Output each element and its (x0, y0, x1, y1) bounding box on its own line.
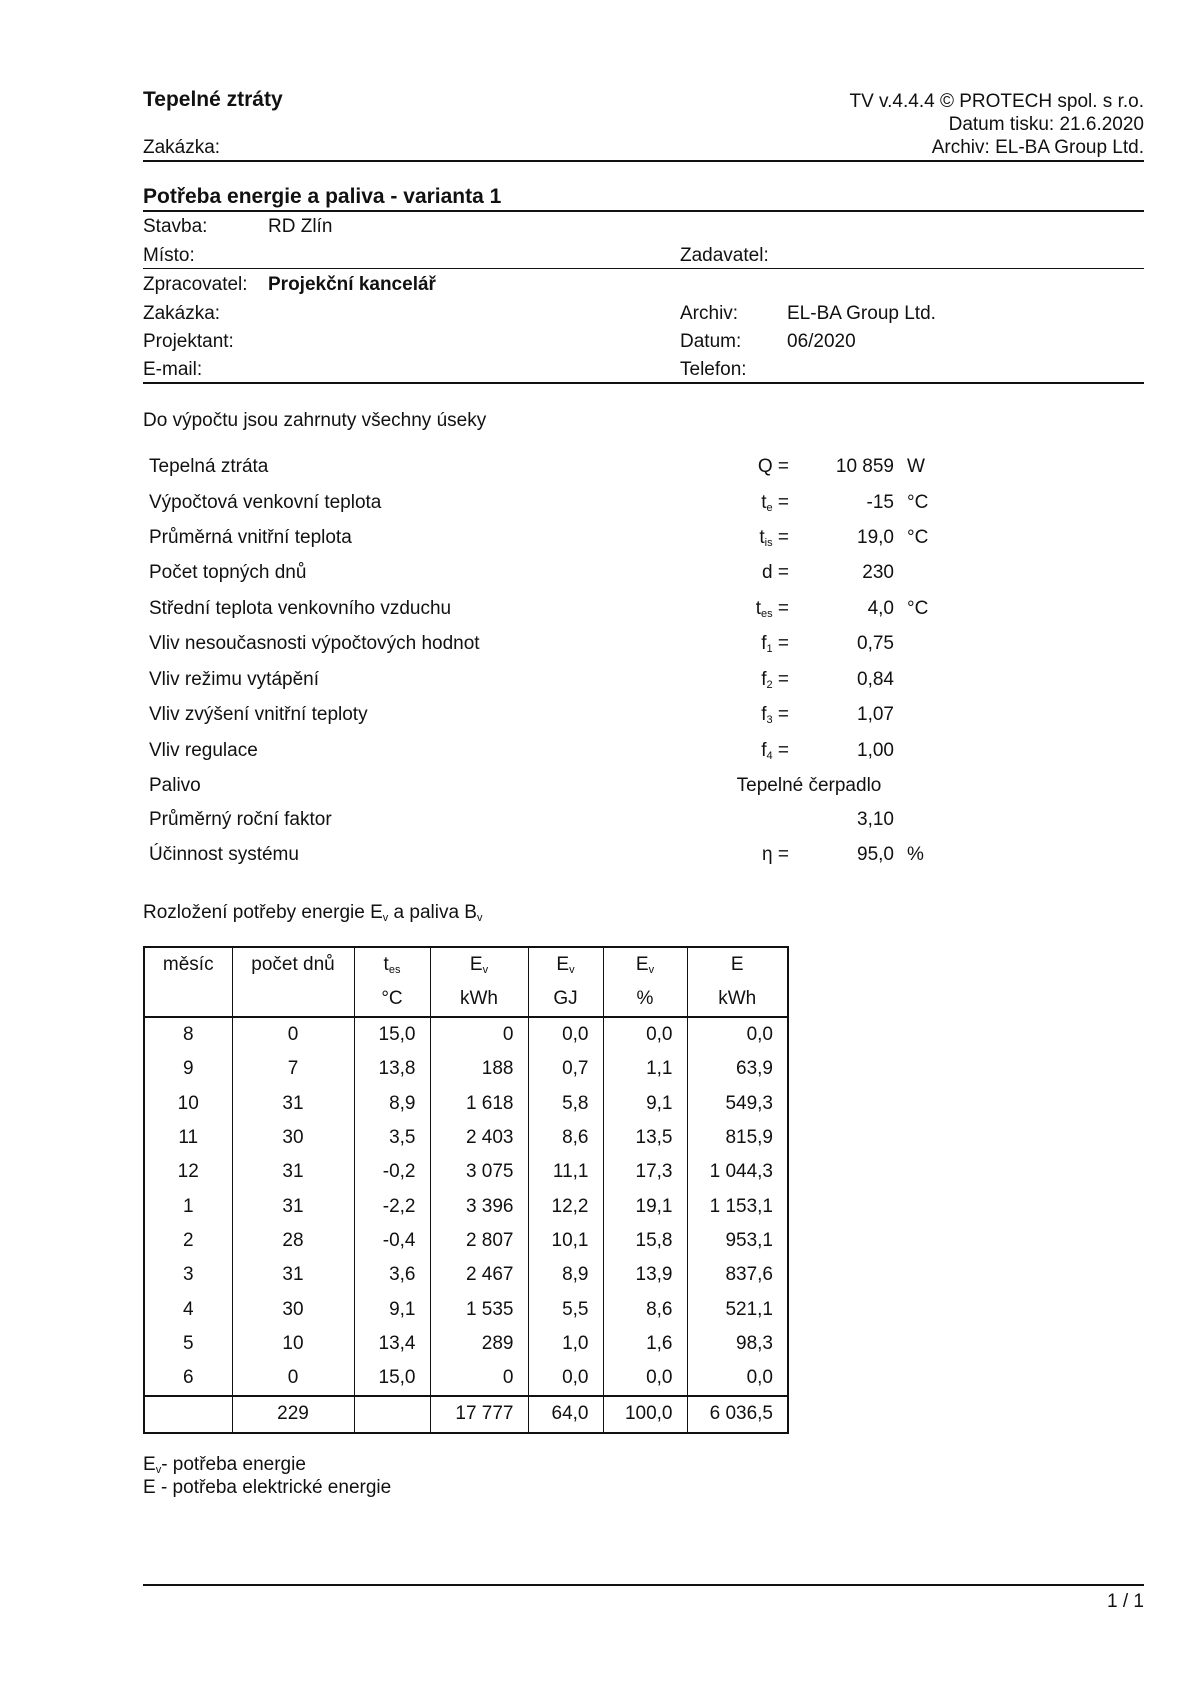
projektant-label: Projektant: (143, 331, 234, 352)
header-label: E (469, 954, 483, 975)
parameter-row (149, 669, 894, 699)
header-label: t (383, 954, 389, 975)
symbol-sub: 1 (766, 643, 773, 655)
symbol-main: η (762, 844, 773, 865)
column-unit (232, 982, 354, 1017)
equals-sign: = (777, 633, 789, 654)
print-date: Datum tisku: 21.6.2020 (948, 114, 1144, 135)
table-cell: 4 (144, 1292, 232, 1326)
table-cell: 188 (430, 1052, 528, 1086)
parameter-value: 10 859 (835, 456, 894, 477)
table-cell: 2 807 (430, 1224, 528, 1258)
table-cell: 63,9 (687, 1052, 788, 1086)
parameter-value: 0,75 (857, 633, 894, 654)
stavba-label: Stavba: (143, 216, 208, 237)
table-cell: 6 (144, 1361, 232, 1396)
header-sub: v (648, 964, 655, 976)
symbol-sub: is (764, 537, 773, 549)
parameter-label: Vliv regulace (149, 740, 258, 761)
table-cell: 0,0 (603, 1017, 687, 1052)
header-sub: v (482, 964, 489, 976)
table-cell: 15,8 (603, 1224, 687, 1258)
distribution-title-middle: a paliva B (388, 902, 477, 923)
column-header (144, 947, 232, 982)
symbol-main: Q (757, 456, 773, 477)
equals-sign: = (777, 740, 789, 761)
table-cell: 837,6 (687, 1258, 788, 1292)
table-cell: 19,1 (603, 1189, 687, 1223)
column-unit: kWh (430, 982, 528, 1017)
table-row (144, 1052, 788, 1086)
parameter-row (149, 844, 924, 874)
table-cell: 30 (232, 1121, 354, 1155)
legend-ev-sub: v (155, 1464, 162, 1476)
symbol-sub: 4 (766, 750, 773, 762)
legend-ev-text: - potřeba energie (161, 1454, 306, 1475)
header-label: E (730, 954, 744, 975)
table-row (144, 1327, 788, 1361)
table-cell: 0,0 (528, 1017, 603, 1052)
table-cell: -0,4 (354, 1224, 430, 1258)
table-cell: 8,6 (528, 1121, 603, 1155)
parameter-label: Účinnost systému (149, 844, 299, 865)
parameter-value: 19,0 (857, 527, 894, 548)
order-label: Zakázka: (143, 137, 221, 158)
parameter-row (149, 456, 925, 486)
parameter-value: 230 (862, 562, 894, 583)
equals-sign: = (777, 456, 789, 477)
legend-ev (143, 1454, 306, 1476)
symbol-main: f (761, 633, 767, 654)
parameter-row (149, 809, 894, 839)
telefon-label: Telefon: (680, 359, 747, 380)
table-cell: 2 403 (430, 1121, 528, 1155)
table-cell: 31 (232, 1087, 354, 1121)
info-bottom-divider (143, 382, 1144, 384)
section-divider (143, 210, 1144, 212)
table-cell: 13,5 (603, 1121, 687, 1155)
parameter-label: Střední teplota venkovního vzduchu (149, 598, 452, 619)
table-cell: 30 (232, 1292, 354, 1326)
archive-header: Archiv: EL-BA Group Ltd. (931, 137, 1144, 158)
table-cell: 5,5 (528, 1292, 603, 1326)
table-cell: 31 (232, 1189, 354, 1223)
table-cell: -2,2 (354, 1189, 430, 1223)
datum-label: Datum: (680, 331, 742, 352)
table-cell: 1 (144, 1189, 232, 1223)
symbol-main: t (761, 492, 767, 513)
table-cell: 11,1 (528, 1155, 603, 1189)
equals-sign: = (777, 669, 789, 690)
total-cell: 6 036,5 (687, 1396, 788, 1432)
header-divider (143, 160, 1144, 162)
document-title: Tepelné ztráty (143, 88, 283, 111)
parameter-label: Vliv zvýšení vnitřní teploty (149, 704, 368, 725)
parameter-label: Počet topných dnů (149, 562, 307, 583)
table-row (144, 1258, 788, 1292)
symbol-sub: es (760, 608, 773, 620)
parameter-label: Palivo (149, 775, 201, 796)
total-cell: 229 (232, 1396, 354, 1432)
table-cell: 15,0 (354, 1017, 430, 1052)
table-cell: 17,3 (603, 1155, 687, 1189)
equals-sign: = (777, 598, 789, 619)
column-header (528, 947, 603, 982)
table-cell: 7 (232, 1052, 354, 1086)
table-cell: 10 (144, 1087, 232, 1121)
symbol-main: f (761, 740, 767, 761)
table-cell: 9,1 (354, 1292, 430, 1326)
table-cell: 13,4 (354, 1327, 430, 1361)
distribution-title (143, 902, 483, 924)
symbol-sub: e (766, 502, 773, 514)
zakazka-label: Zakázka: (143, 303, 221, 324)
table-cell: 8,9 (528, 1258, 603, 1292)
total-cell: 17 777 (430, 1396, 528, 1432)
stavba-value: RD Zlín (268, 216, 333, 237)
parameter-row (149, 492, 929, 522)
table-cell: 289 (430, 1327, 528, 1361)
table-cell: 1 153,1 (687, 1189, 788, 1223)
table-cell: 8,6 (603, 1292, 687, 1326)
header-label: E (556, 954, 570, 975)
table-cell: 0 (430, 1361, 528, 1396)
column-unit (144, 982, 232, 1017)
totals-row (144, 1396, 788, 1432)
table-cell: 31 (232, 1155, 354, 1189)
table-cell: 815,9 (687, 1121, 788, 1155)
parameter-label: Tepelná ztráta (149, 456, 269, 477)
table-row (144, 1292, 788, 1326)
symbol-sub: 3 (766, 714, 773, 726)
table-cell: 28 (232, 1224, 354, 1258)
parameter-value: 95,0 (857, 844, 894, 865)
table-row (144, 1155, 788, 1189)
table-cell: 1 618 (430, 1087, 528, 1121)
table-cell: 15,0 (354, 1361, 430, 1396)
table-cell: 9,1 (603, 1087, 687, 1121)
parameter-label: Průměrná vnitřní teplota (149, 527, 352, 548)
table-cell: 0,0 (687, 1361, 788, 1396)
symbol-main: f (761, 669, 767, 690)
legend-ev-symbol: E (143, 1454, 156, 1475)
parameter-label: Výpočtová venkovní teplota (149, 492, 382, 513)
table-cell: 0,0 (528, 1361, 603, 1396)
table-cell: 8 (144, 1017, 232, 1052)
legend-e: E - potřeba elektrické energie (143, 1477, 392, 1498)
parameter-value: 3,10 (857, 809, 894, 830)
total-cell (144, 1396, 232, 1432)
info-divider (143, 268, 1144, 269)
equals-sign: = (777, 527, 789, 548)
symbol-main: t (755, 598, 761, 619)
table-cell: 12,2 (528, 1189, 603, 1223)
column-header (232, 947, 354, 982)
datum-value: 06/2020 (787, 331, 856, 352)
parameter-value: Tepelné čerpadlo (736, 775, 882, 796)
archiv-label: Archiv: (680, 303, 739, 324)
table-row (144, 1224, 788, 1258)
parameter-unit: °C (907, 598, 929, 619)
zpracovatel-label: Zpracovatel: (143, 274, 248, 295)
table-row (144, 1017, 788, 1052)
total-cell: 100,0 (603, 1396, 687, 1432)
column-header (430, 947, 528, 982)
parameter-row (149, 598, 929, 628)
parameter-unit: W (907, 456, 925, 477)
column-unit: kWh (687, 982, 788, 1017)
distribution-title-sub2: v (477, 912, 483, 924)
parameter-value: 1,00 (857, 740, 894, 761)
table-cell: 3 (144, 1258, 232, 1292)
table-cell: 13,8 (354, 1052, 430, 1086)
table-cell: 10 (232, 1327, 354, 1361)
table-row (144, 1121, 788, 1155)
table-cell: 0,7 (528, 1052, 603, 1086)
equals-sign: = (777, 844, 789, 865)
parameter-value: 4,0 (867, 598, 894, 619)
table-cell: 13,9 (603, 1258, 687, 1292)
symbol-main: f (761, 704, 767, 725)
table-cell: 11 (144, 1121, 232, 1155)
table-cell: 3,6 (354, 1258, 430, 1292)
table-cell: 3 396 (430, 1189, 528, 1223)
parameter-unit: °C (907, 492, 929, 513)
table-cell: 3,5 (354, 1121, 430, 1155)
symbol-main: d (762, 562, 773, 583)
header-sub: v (569, 964, 575, 976)
parameter-unit: % (907, 844, 924, 865)
table-cell: 12 (144, 1155, 232, 1189)
header-sub: es (388, 964, 401, 976)
parameter-row (149, 740, 894, 770)
symbol-sub: 2 (766, 679, 773, 691)
parameter-value: 1,07 (857, 704, 894, 725)
table-cell: 0 (232, 1361, 354, 1396)
email-label: E-mail: (143, 359, 203, 380)
header-label: počet dnů (251, 954, 335, 975)
table-cell: 0,0 (687, 1017, 788, 1052)
section-title: Potřeba energie a paliva - varianta 1 (143, 185, 502, 208)
column-header (354, 947, 430, 982)
page-number: 1 / 1 (1107, 1591, 1144, 1612)
distribution-title-sub1: v (382, 912, 389, 924)
table-cell: 0 (232, 1017, 354, 1052)
column-unit: % (603, 982, 687, 1017)
column-unit: °C (354, 982, 430, 1017)
parameter-row (149, 775, 882, 805)
table-cell: 5 (144, 1327, 232, 1361)
footer-divider (143, 1584, 1144, 1586)
zpracovatel-value: Projekční kancelář (268, 274, 436, 295)
column-header (687, 947, 788, 982)
column-unit: GJ (528, 982, 603, 1017)
table-cell: 1 535 (430, 1292, 528, 1326)
archiv-value: EL-BA Group Ltd. (787, 303, 936, 324)
table-cell: 8,9 (354, 1087, 430, 1121)
table-cell: 549,3 (687, 1087, 788, 1121)
total-cell: 64,0 (528, 1396, 603, 1432)
table-cell: 1 044,3 (687, 1155, 788, 1189)
table-cell: 9 (144, 1052, 232, 1086)
header-label: měsíc (162, 954, 214, 975)
parameter-row (149, 704, 894, 734)
table-cell: 521,1 (687, 1292, 788, 1326)
table-cell: 1,1 (603, 1052, 687, 1086)
parameter-value: -15 (866, 492, 894, 513)
table-cell: 0 (430, 1017, 528, 1052)
table-cell: 2 467 (430, 1258, 528, 1292)
column-header (603, 947, 687, 982)
table-row (144, 1189, 788, 1223)
table-cell: 1,0 (528, 1327, 603, 1361)
energy-table (143, 946, 789, 1434)
table-cell: 0,0 (603, 1361, 687, 1396)
table-cell: -0,2 (354, 1155, 430, 1189)
table-row (144, 1087, 788, 1121)
equals-sign: = (777, 704, 789, 725)
parameter-row (149, 527, 929, 557)
misto-label: Místo: (143, 245, 195, 266)
table-cell: 953,1 (687, 1224, 788, 1258)
table-cell: 31 (232, 1258, 354, 1292)
table-cell: 98,3 (687, 1327, 788, 1361)
symbol-main: t (759, 527, 765, 548)
zadavatel-label: Zadavatel: (680, 245, 769, 266)
table-row (144, 1361, 788, 1396)
table-cell: 2 (144, 1224, 232, 1258)
header-label: E (635, 954, 649, 975)
table-cell: 3 075 (430, 1155, 528, 1189)
distribution-title-prefix: Rozložení potřeby energie E (143, 902, 383, 923)
table-cell: 10,1 (528, 1224, 603, 1258)
equals-sign: = (777, 492, 789, 513)
parameter-label: Vliv režimu vytápění (149, 669, 320, 690)
parameter-row (149, 633, 894, 663)
parameter-value: 0,84 (857, 669, 894, 690)
total-cell (354, 1396, 430, 1432)
parameter-row (149, 562, 894, 592)
parameter-label: Vliv nesoučasnosti výpočtových hodnot (149, 633, 480, 654)
table-cell: 5,8 (528, 1087, 603, 1121)
parameter-unit: °C (907, 527, 929, 548)
calculation-note: Do výpočtu jsou zahrnuty všechny úseky (143, 410, 487, 431)
table-cell: 1,6 (603, 1327, 687, 1361)
equals-sign: = (777, 562, 789, 583)
software-version: TV v.4.4.4 © PROTECH spol. s r.o. (849, 91, 1144, 112)
parameter-label: Průměrný roční faktor (149, 809, 332, 830)
